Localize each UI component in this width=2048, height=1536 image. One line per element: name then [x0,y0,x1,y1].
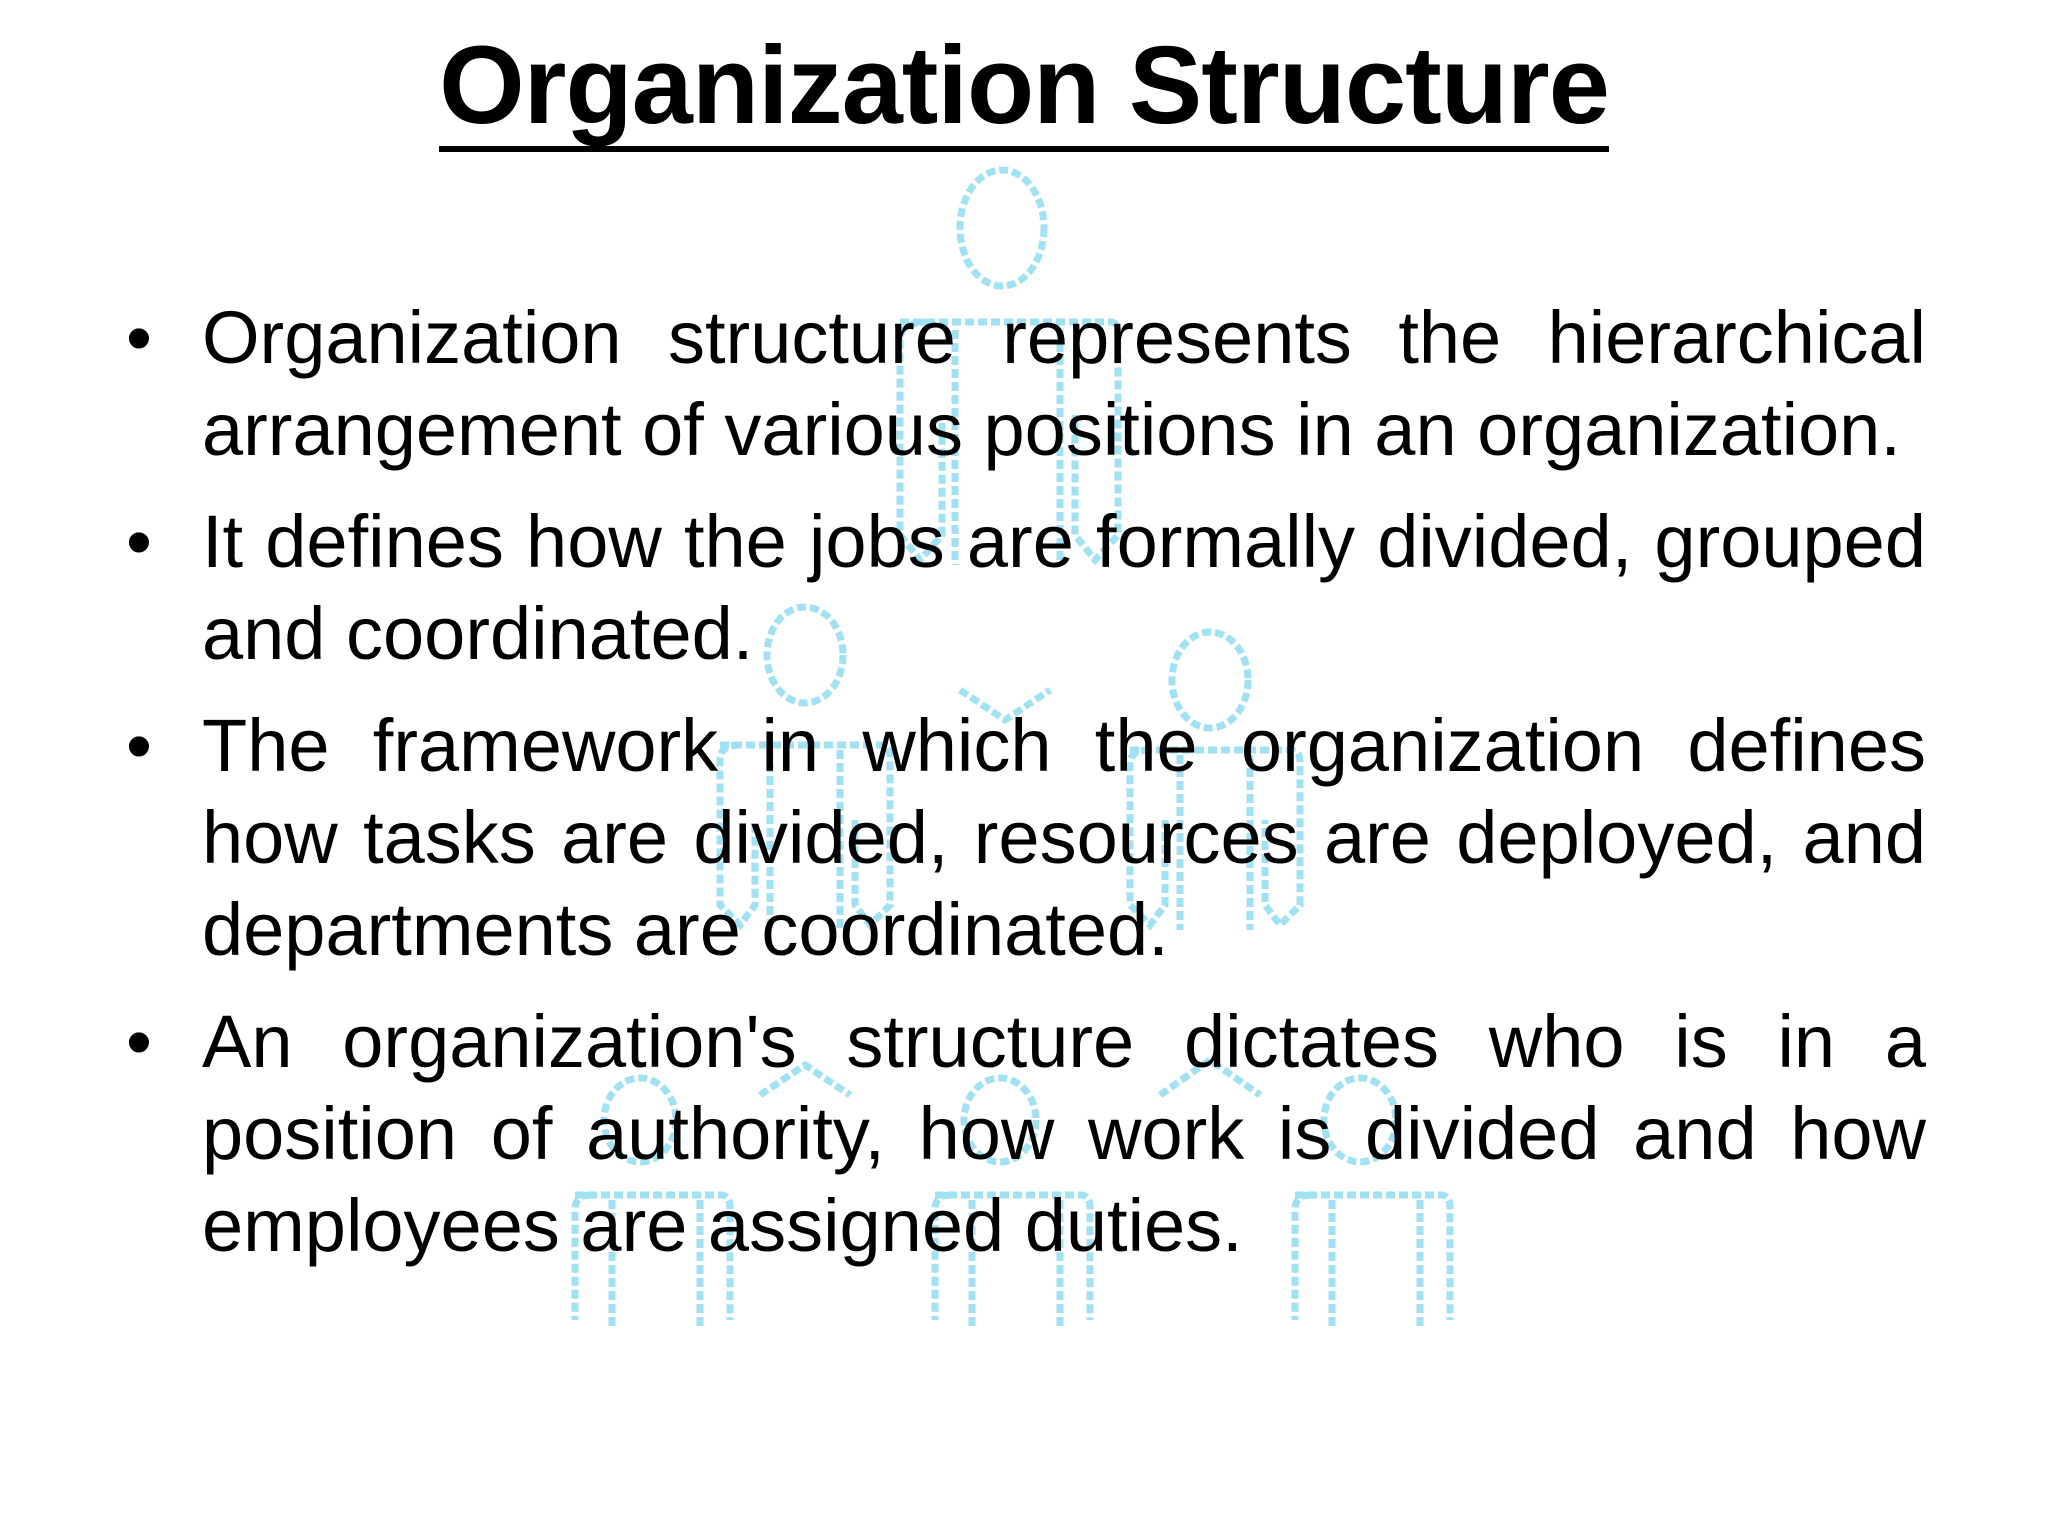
bullet-dot-icon: • [126,1000,152,1083]
bullet-item [120,292,1926,476]
bullet-list [120,292,1926,1292]
bullet-item [120,996,1926,1272]
bullet-item [120,496,1926,680]
bullet-item [120,700,1926,976]
slide-title-text: Organization Structure [439,28,1609,152]
bullet-text: It defines how the jobs are formally divided, grouped and coordinated. [202,500,1926,675]
bullet-dot-icon: • [126,296,152,379]
bullet-dot-icon: • [126,704,152,787]
slide-title [0,24,2048,152]
bullet-text: An organization's structure dictates who is in a position of authority, how work is divided and how employees are assigned duties. [202,1000,1926,1267]
bullet-text: Organization structure represents the hierarchical arrangement of various positions in an organization. [202,296,1926,471]
bullet-text: The framework in which the organization defines how tasks are divided, resources are deployed, and departments are coordinated. [202,704,1926,971]
bullet-dot-icon: • [126,500,152,583]
